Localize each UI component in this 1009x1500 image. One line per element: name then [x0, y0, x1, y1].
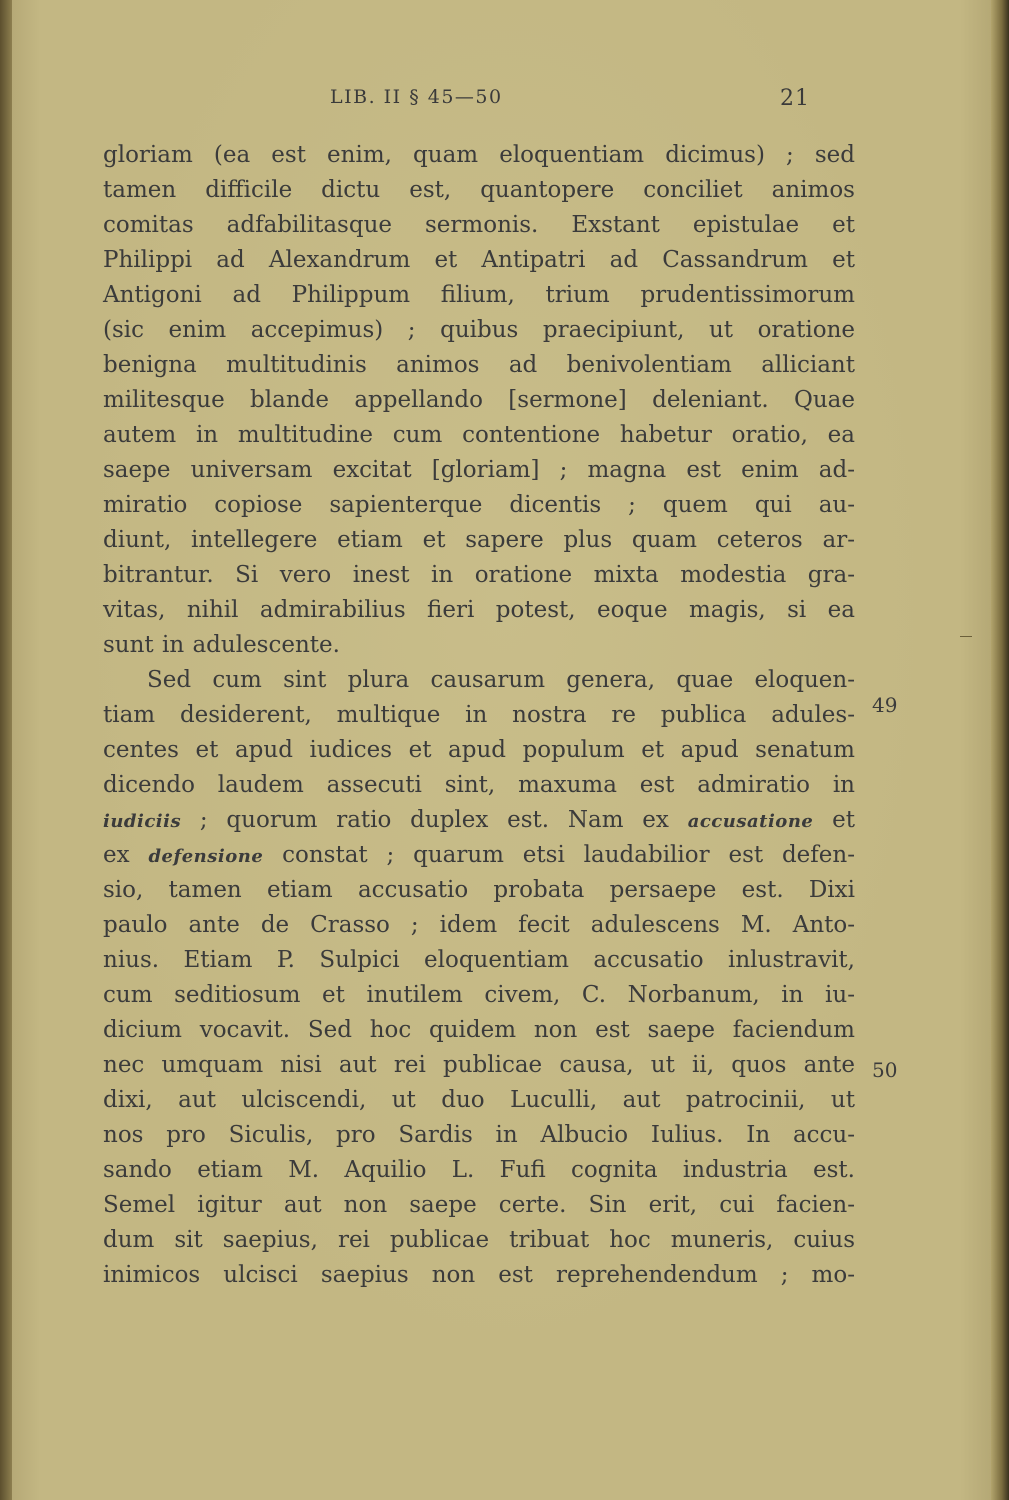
text-line: centes et apud iudices et apud populum et apud senatum — [103, 737, 855, 763]
running-head-title: LIB. II § 45—50 — [330, 86, 503, 108]
text-segment: ex — [103, 842, 149, 868]
text-line: vitas, nihil admirabilius fieri potest, eoque magis, si ea — [103, 597, 855, 623]
text-line: nius. Etiam P. Sulpici eloquentiam accusatio inlustravit, — [103, 947, 855, 973]
text-line-italic — [103, 803, 855, 838]
text-line: paulo ante de Crasso ; idem fecit adulescens M. Anto- — [103, 912, 855, 938]
body-text — [103, 138, 855, 1293]
running-head — [0, 86, 1009, 116]
italic-term: accusatione — [687, 811, 814, 832]
text-line: dum sit saepius, rei publicae tribuat hoc muneris, cuius — [103, 1227, 855, 1253]
text-line: sando etiam M. Aquilio L. Fufi cognita industria est. — [103, 1157, 855, 1183]
page-number: 21 — [780, 86, 810, 111]
text-line: inimicos ulcisci saepius non est reprehendendum ; mo- — [103, 1262, 855, 1288]
text-line-italic — [103, 838, 855, 873]
text-line: tamen difficile dictu est, quantopere conciliet animos — [103, 177, 855, 203]
text-line: sio, tamen etiam accusatio probata persaepe est. Dixi — [103, 877, 855, 903]
text-line: benigna multitudinis animos ad benivolentiam alliciant — [103, 352, 855, 378]
text-line: miratio copiose sapienterque dicentis ; quem qui au- — [103, 492, 855, 518]
text-line: gloriam (ea est enim, quam eloquentiam dicimus) ; sed — [103, 142, 855, 168]
italic-term: defensione — [148, 846, 264, 867]
text-line: dixi, aut ulciscendi, ut duo Luculli, aut patrocinii, ut — [103, 1087, 855, 1113]
margin-section-number: 50 — [872, 1058, 898, 1082]
text-line: cum seditiosum et inutilem civem, C. Norbanum, in iu- — [103, 982, 855, 1008]
text-line: dicendo laudem assecuti sint, maxuma est admiratio in — [103, 772, 855, 798]
text-segment: et — [813, 807, 855, 833]
italic-term: iudiciis — [103, 811, 182, 832]
text-line: nos pro Siculis, pro Sardis in Albucio Iulius. In accu- — [103, 1122, 855, 1148]
text-line: Semel igitur aut non saepe certe. Sin erit, cui facien- — [103, 1192, 855, 1218]
text-line: militesque blande appellando [sermone] deleniant. Quae — [103, 387, 855, 413]
text-line: Antigoni ad Philippum filium, trium prudentissimorum — [103, 282, 855, 308]
margin-section-number: 49 — [872, 693, 898, 717]
text-line: (sic enim accepimus) ; quibus praecipiunt, ut oratione — [103, 317, 855, 343]
text-line: dicium vocavit. Sed hoc quidem non est saepe faciendum — [103, 1017, 855, 1043]
text-line: saepe universam excitat [gloriam] ; magna est enim ad- — [103, 457, 855, 483]
text-line: Philippi ad Alexandrum et Antipatri ad Cassandrum et — [103, 247, 855, 273]
text-line: diunt, intellegere etiam et sapere plus quam ceteros ar- — [103, 527, 855, 553]
text-segment: ; quorum ratio duplex est. Nam ex — [181, 807, 688, 833]
text-line: nec umquam nisi aut rei publicae causa, ut ii, quos ante — [103, 1052, 855, 1078]
text-line: sunt in adulescente. — [103, 632, 340, 658]
page-gutter-shadow — [0, 0, 12, 1500]
page-edge — [991, 0, 1009, 1500]
text-line: autem in multitudine cum contentione habetur oratio, ea — [103, 422, 855, 448]
text-line: tiam desiderent, multique in nostra re publica adules- — [103, 702, 855, 728]
text-line: Sed cum sint plura causarum genera, quae eloquen- — [147, 667, 855, 693]
text-segment: constat ; quarum etsi laudabilior est defen- — [263, 842, 855, 868]
text-line: comitas adfabilitasque sermonis. Exstant epistulae et — [103, 212, 855, 238]
text-line: bitrantur. Si vero inest in oratione mixta modestia gra- — [103, 562, 855, 588]
margin-mark — [960, 636, 972, 637]
